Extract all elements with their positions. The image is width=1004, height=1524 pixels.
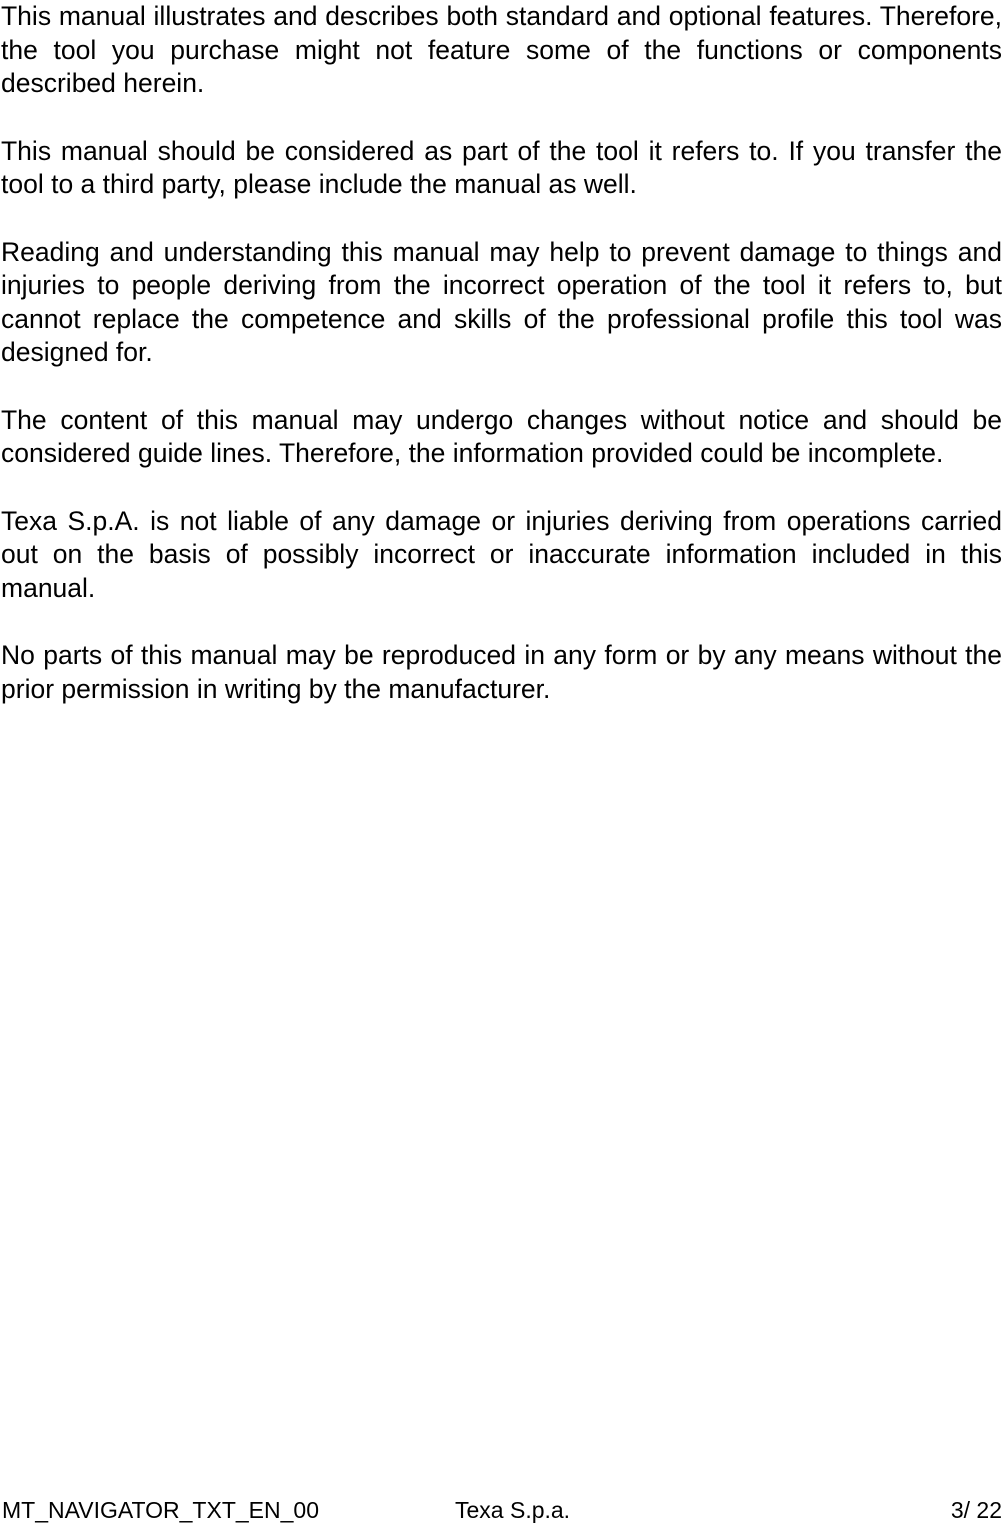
paragraph-content-changes: The content of this manual may undergo changes without notice and should be considered guide lines. Therefore, the information provided could be incomplete. [1,404,1002,468]
footer-page-number: 3/ 22 [950,1497,1002,1523]
paragraph-reading-understanding: Reading and understanding this manual may help to prevent damage to things and injuries to people deriving from the incorrect operation of the tool it refers to, but cannot replace the competence and skills of the professional profile this tool was designed for. [1,236,1002,367]
page-body [1,0,1002,740]
paragraph-manual-part-of-tool: This manual should be considered as part of the tool it refers to. If you transfer the tool to a third party, please include the manual as well. [1,135,1002,199]
page-footer [0,1496,1002,1524]
paragraph-features-disclaimer: This manual illustrates and describes both standard and optional features. Therefore, the tool you purchase might not feature some of the functions or components described herein. [1,1,1002,98]
footer-document-code: MT_NAVIGATOR_TXT_EN_00 [2,1497,319,1523]
paragraph-liability: Texa S.p.A. is not liable of any damage or injuries deriving from operations carried out on the basis of possibly incorrect or inaccurate information included in this manual. [1,505,1002,603]
footer-company-name: Texa S.p.a. [455,1497,571,1523]
paragraph-reproduction-rights: No parts of this manual may be reproduced in any form or by any means without the prior permission in writing by the manufacturer. [1,640,1002,704]
